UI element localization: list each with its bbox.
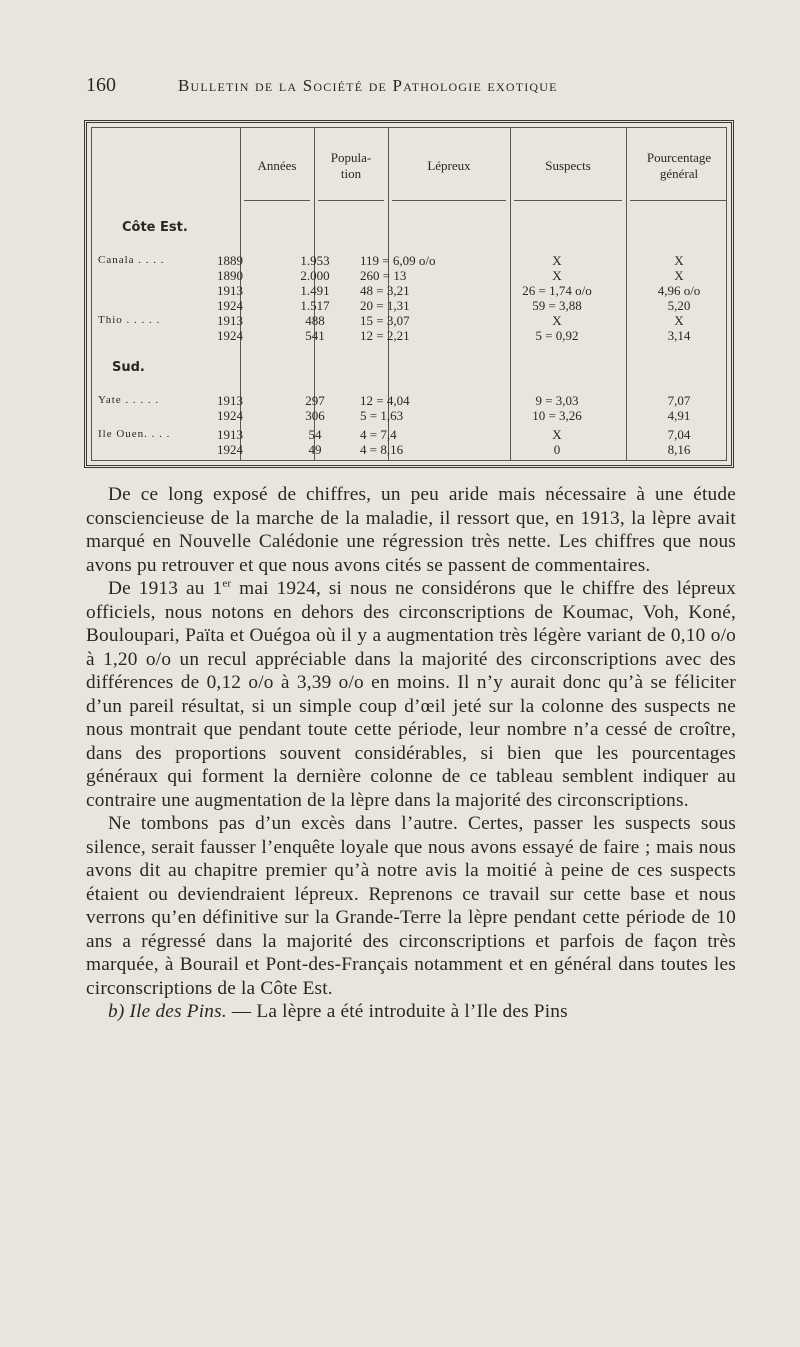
paragraph: Ne tombons pas d’un excès dans l’autre. Certes, passer les suspects sous silence, serait fausser l’enquête loyale que nous avons essayé de faire ; mais nous avons dit au chapitre premier qu’à notre avis la moitié à peine de ces suspects étaient ou deviendraient lépreux. Reprenons ce travail sur cette base et nous verrons qu’en définitive sur la Grande-Terre la lèpre pendant cette période de 10 ans a régressé dans la majorité des circonscriptions et parfois de façon très marquée, à Bourail et Pont-des-Français notamment et en général dans toutes les circonscriptions de la Côte Est. [86,813,736,999]
paragraph-text: — La lèpre a été introduite à l’Ile des Pins [226,1001,568,1022]
cell-year: 1913 [217,393,243,408]
cell-lepreux: 48 = 3,21 [360,283,410,298]
page-header [86,74,736,102]
cell-suspects: X [552,253,562,268]
cell-lepreux: 4 = 7,4 [360,427,397,442]
cell-suspects: X [552,268,562,283]
cell-population: 1.953 [300,253,330,268]
cell-lepreux: 119 = 6,09 o/o [360,253,436,268]
column-header-suspects: Suspects [545,158,591,173]
cell-population: 541 [305,328,325,343]
cell-year: 1889 [217,253,243,268]
column-header-pourcentage: Pourcentage général [646,150,712,181]
superscript: er [222,577,232,590]
cell-suspects: X [552,313,562,328]
header-underline [514,200,622,201]
cell-pourcentage: X [674,253,684,268]
statistics-table [84,120,734,468]
cell-year: 1913 [217,427,243,442]
table-inner-border [91,127,727,461]
cell-year: 1924 [217,298,243,313]
cell-suspects: 26 = 1,74 o/o [522,283,592,298]
cell-year: 1924 [217,328,243,343]
cell-population: 49 [308,442,322,457]
column-header-population: Popula- tion [330,150,372,181]
row-label-ile-ouen: Ile Ouen. . . . [98,428,171,440]
cell-pourcentage: X [674,313,684,328]
cell-suspects: 0 [553,442,561,457]
cell-pourcentage: 7,04 [667,427,691,442]
cell-population: 488 [305,313,325,328]
body-text [86,483,736,1024]
section-title-cote-est: Côte Est. [122,220,188,235]
paragraph-text: mai 1924, si nous ne considérons que le chiffre des lépreux officiels, nous notons en dehors des circonscriptions de Koumac, Voh, Koné, Bouloupari, Païta et Ouégoa où il y a augmentation très légère variant de 0,10 o/o à 1,20 o/o un recul appréciable dans la majorité des circonscriptions avec des différences de 0,12 o/o à 3,39 o/o en moins. Il n’y aurait donc qu’à se féliciter d’un pareil résultat, si un simple coup d’œil jeté sur la colonne des suspects ne nous montrait que pendant toute cette période, leur nombre n’a cessé de croître, dans des proportions souvent considérables, si bien que les pourcentages généraux qui forment la dernière colonne de ce tableau semblent indiquer au contraire une augmentation de la lèpre dans la majorité des circonscriptions. [86,578,736,811]
header-underline [244,200,310,201]
page-number: 160 [86,74,116,96]
cell-lepreux: 12 = 2,21 [360,328,410,343]
cell-pourcentage: 4,96 o/o [657,283,701,298]
cell-population: 1.491 [300,283,330,298]
cell-lepreux: 260 = 13 [360,268,407,283]
cell-suspects: X [552,427,562,442]
cell-population: 2.000 [300,268,330,283]
cell-population: 306 [305,408,325,423]
cell-pourcentage: 5,20 [667,298,691,313]
cell-suspects: 5 = 0,92 [535,328,579,343]
header-underline [630,200,726,201]
cell-pourcentage: 3,14 [667,328,691,343]
cell-year: 1913 [217,283,243,298]
cell-pourcentage: 7,07 [667,393,691,408]
paragraph [86,1000,736,1024]
italic-heading: Ile des Pins. [129,1001,227,1022]
cell-year: 1924 [217,442,243,457]
cell-lepreux: 5 = 1,63 [360,408,404,423]
cell-suspects: 59 = 3,88 [532,298,582,313]
row-label-thio: Thio . . . . . [98,314,161,326]
cell-year: 1913 [217,313,243,328]
row-label-yate: Yate . . . . . [98,394,160,406]
cell-lepreux: 15 = 3,07 [360,313,410,328]
running-title: Bulletin de la Société de Pathologie exotique [178,76,558,95]
cell-pourcentage: 4,91 [667,408,691,423]
cell-population: 54 [308,427,322,442]
paragraph-text: De 1913 au 1 [108,578,223,599]
paragraph: De ce long exposé de chiffres, un peu aride mais nécessaire à une étude consciencieuse de la marche de la maladie, il ressort que, en 1913, la lèpre avait marqué en Nouvelle Calédonie une régression très nette. Les chiffres que nous avons pu retrouver et que nous avons cités se passent de commentaires. [86,484,736,576]
cell-lepreux: 20 = 1,31 [360,298,410,313]
row-label-canala: Canala . . . . [98,254,165,266]
section-title-sud: Sud. [112,360,145,375]
column-header-lepreux: Lépreux [427,158,471,173]
cell-lepreux: 4 = 8,16 [360,442,404,457]
paragraph [86,577,736,812]
cell-pourcentage: 8,16 [667,442,691,457]
column-header-annees: Années [257,158,297,173]
header-underline [318,200,384,201]
header-underline [392,200,506,201]
cell-population: 1.517 [300,298,330,313]
cell-year: 1890 [217,268,243,283]
cell-pourcentage: X [674,268,684,283]
paragraph-text: b) [108,1001,130,1022]
cell-year: 1924 [217,408,243,423]
cell-suspects: 9 = 3,03 [535,393,579,408]
cell-lepreux: 12 = 4,04 [360,393,410,408]
cell-population: 297 [305,393,325,408]
cell-suspects: 10 = 3,26 [532,408,582,423]
